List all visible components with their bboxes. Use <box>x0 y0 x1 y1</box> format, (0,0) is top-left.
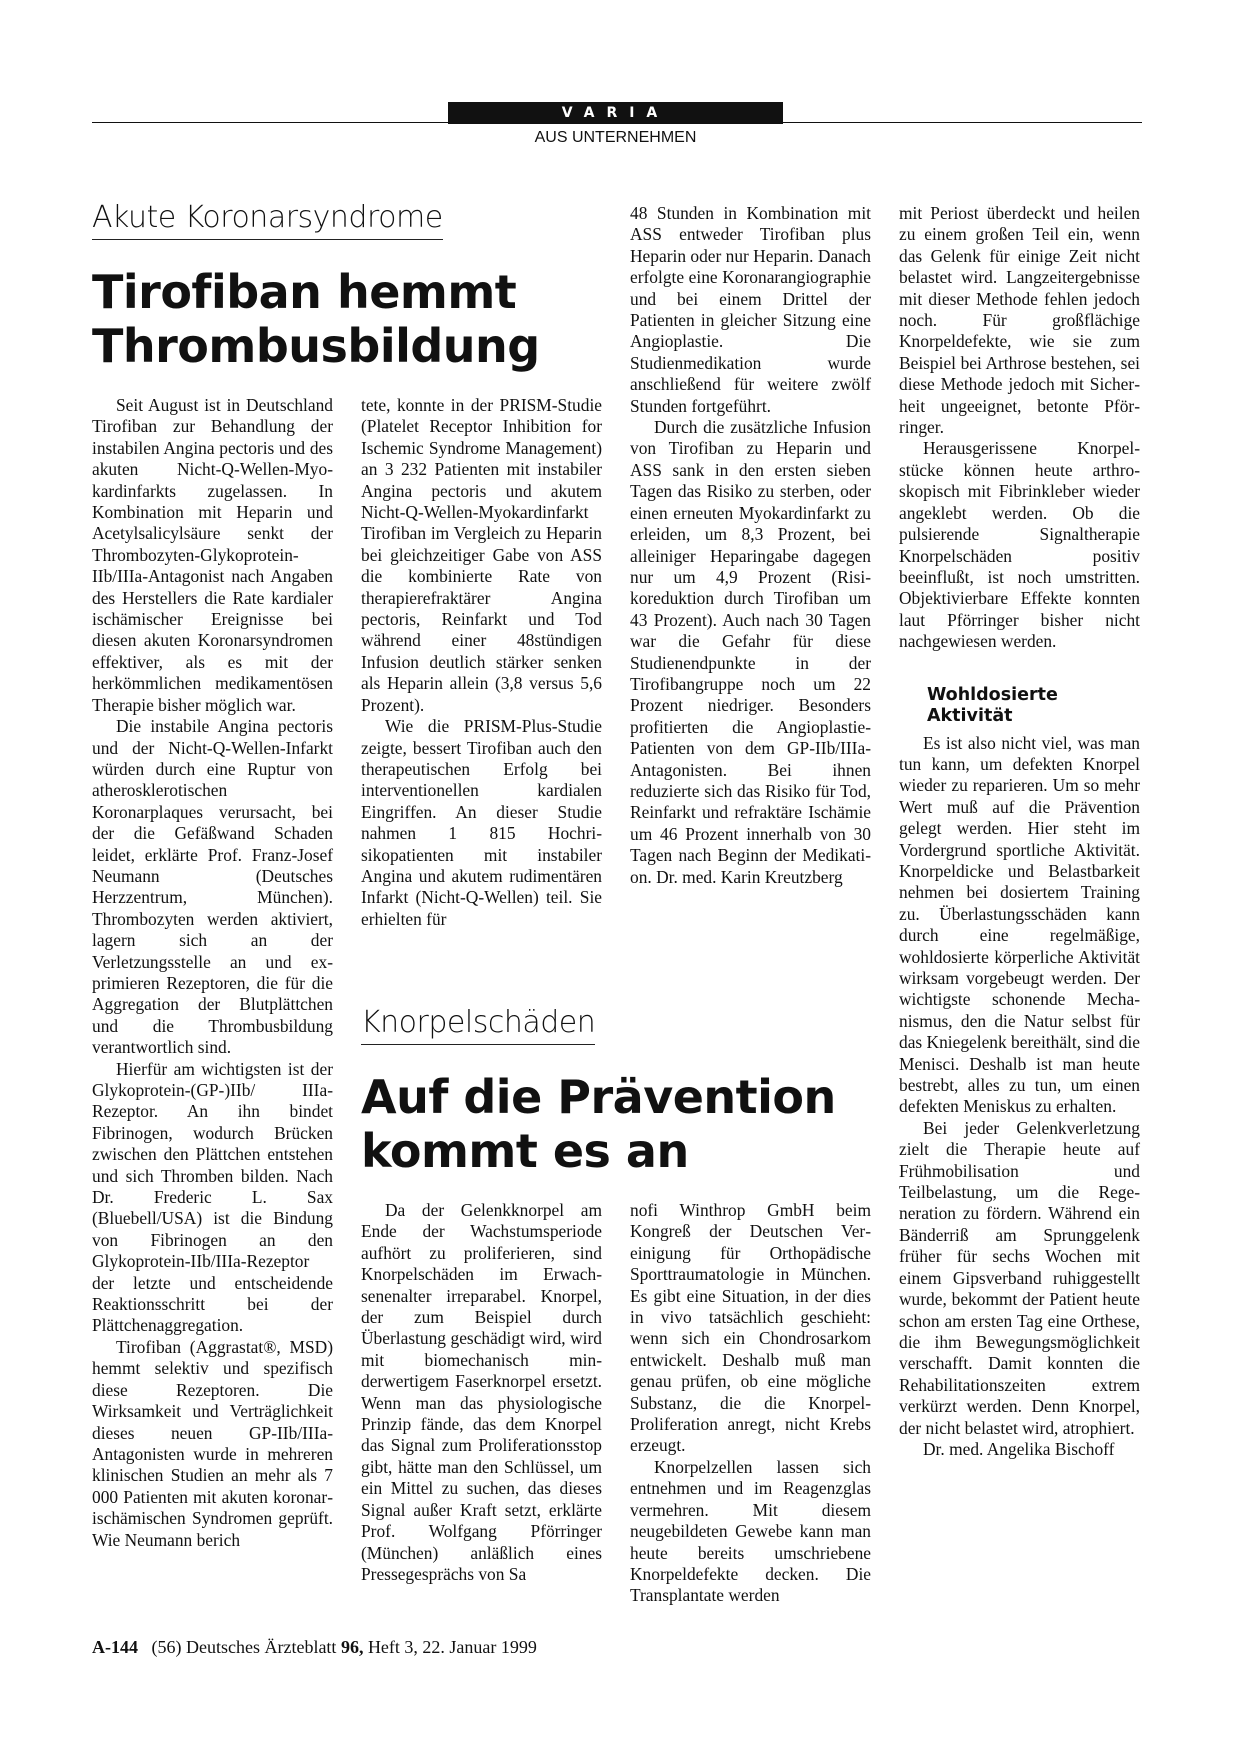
paragraph: Herausgerissene Knorpelstücke können heute arthroskopisch mit Fibrinkleber wieder angeklebt werden. Ob die pulsierende Signaltherapie Knorpelschäden positiv beeinflußt, ist noch umstritten. Objektivierbare Effekte konnten laut Pförringer bisher nicht nachgewiesen werden. <box>899 438 1140 652</box>
page-footer <box>92 1637 537 1658</box>
page-code: A-144 <box>92 1637 138 1657</box>
paragraph: 48 Stunden in Kombination mit ASS entweder Tirofiban plus Heparin oder nur Heparin. Danach erfolgte eine Koronarangiographie und bei einem Drittel der Patienten in gleicher Sitzung eine Angioplastie. Die Studienmedikation wurde anschließend für weitere zwölf Stunden fortgeführt. <box>630 203 871 416</box>
article2-title <box>361 1070 836 1178</box>
paragraph: Es ist also nicht viel, was man tun kann, um defekten Knorpel wieder zu reparieren. Um so mehr Wert muß auf die Prävention gelegt werden. Hier steht im Vordergrund sportliche Aktivität. Knorpeldicke und Belastbarkeit nehmen bei dosiertem Training zu. Überlastungsschäden kann durch eine regelmäßige, wohldosierte körperliche Aktivität wirksam vorgebeugt werden. Der wichtigste schonende Mechanismus, den die Natur selbst für das Kniegelenk bereithält, sind die Menisci. Deshalb ist man heute bestrebt, alles zu tun, um einen defekten Meniskus zu erhalten. <box>899 732 1140 1117</box>
paragraph: Wie die PRISM-Plus-Studie zeigte, bessert Tirofiban auch den therapeutischen Erfolg bei interventionellen kardialen Eingriffen. An dieser Studie nahmen 1 815 Hochrisikopatienten mit instabiler Angina und akutem rudimentären Infarkt (Nicht-Q-Wellen) teil. Sie erhielten für <box>361 716 602 929</box>
article1-title <box>92 265 540 373</box>
article1-title-line2: Thrombusbildung <box>92 319 540 373</box>
article2-column-2 <box>361 1200 602 1585</box>
paragraph: Da der Gelenkknorpel am Ende der Wachstumsperiode aufhört zu proliferieren, sind Knorpelschäden im Erwachsenenalter irreparabel. Knorpel, der zum Beispiel durch Überlastung geschädigt wird, wird mit biomechanisch minderwertigem Faserknorpel ersetzt. Wenn man das physiologische Prinzip fände, das dem Knorpel das Signal zum Proliferationsstop gibt, hätte man den Schlüssel, um ein Mittel zu suchen, das dieses Signal außer Kraft setzt, erklärte Prof. Wolfgang Pförringer (München) anläßlich eines Pressegesprächs von Sa <box>361 1200 602 1584</box>
paragraph: Hierfür am wichtigsten ist der Glykoprotein-(GP-)IIb/ IIIa-Rezeptor. An ihn bindet Fibrinogen, wodurch Brücken zwischen den Plättchen entstehen und sich Thromben bilden. Nach Dr. Frederic L. Sax (Bluebell/USA) ist die Bindung von Fibrinogen an den Glykoprotein-IIb/IIIa-Rezeptor der letzte und entscheidende Reaktionsschritt bei der Plättchenaggregation. <box>92 1058 333 1336</box>
article2-title-line2: kommt es an <box>361 1124 689 1178</box>
article2-column-3 <box>630 1200 871 1607</box>
article2-title-line1: Auf die Prävention <box>361 1070 836 1124</box>
author-line: Dr. med. Angelika Bischoff <box>923 1438 1115 1459</box>
paragraph: Tirofiban (Aggrastat®, MSD) hemmt selektiv und spezifisch diese Rezeptoren. Die Wirksamkeit und Verträglichkeit dieses neuen GP-IIb/IIIa-Antagonisten wurde in mehreren klinischen Studien an mehr als 7 000 Patienten mit akuten koronarischämischen Syndromen geprüft. Wie Neumann berich <box>92 1336 333 1550</box>
paragraph: Knorpelzellen lassen sich entnehmen und im Reagenzglas vermehren. Mit diesem neugebildeten Gewebe kann man heute bereits umschriebene Knorpeldefekte decken. Die Transplantate werden <box>630 1456 871 1606</box>
citation-volume: 96, <box>340 1637 364 1657</box>
article1-title-line1: Tirofiban hemmt <box>92 265 517 319</box>
paragraph: mit Periost überdeckt und heilen zu einem großen Teil ein, wenn das Gelenk für einige Zeit nicht belastet wird. Langzeitergebnisse mit dieser Methode fehlen jedoch noch. Für großflächige Knorpeldefekte, wie sie zum Beispiel bei Arthrose bestehen, sei diese Methode jedoch mit Sicherheit ungeeignet, betonte Pförringer. <box>899 203 1140 438</box>
article2-column-4 <box>899 203 1140 1460</box>
header-rule <box>92 122 1142 123</box>
paragraph: Die instabile Angina pectoris und der Nicht-Q-Wellen-Infarkt würden durch eine Ruptur von atherosklerotischen Koronarplaques verursacht, bei der die Gefäßwand Schaden leidet, erklärte Prof. Franz-Josef Neumann (Deutsches Herzzentrum, München). Thrombozyten werden aktiviert, lagern sich an der Verletzungsstelle an und exprimieren Rezeptoren, die für die Aggregation der Blutplättchen und die Thrombusbildung verantwortlich sind. <box>92 716 333 1058</box>
subheading: Wohldosierte Aktivität <box>927 684 1058 726</box>
article2-kicker: Knorpelschäden <box>361 1005 595 1045</box>
subsection-label: AUS UNTERNEHMEN <box>534 129 697 146</box>
article1-column-2 <box>361 395 602 930</box>
article1-column-1 <box>92 395 333 1551</box>
paragraph: Bei jeder Gelenkverletzung zielt die Therapie heute auf Frühmobilisation und Teilbelastung, um die Regeneration zu fördern. Während ein Bänderriß am Sprunggelenk früher für sechs Wochen mit einem Gipsverband ruhiggestellt wurde, bekommt der Patient heute schon am ersten Tag eine Orthese, die ihm Bewegungsmöglichkeit verschafft. Damit konnten die Rehabilitationszeiten extrem verkürzt werden. Denn Knorpel, der nicht belastet wird, atrophiert. <box>899 1117 1140 1438</box>
citation-prefix: (56) Deutsches Ärzteblatt <box>151 1637 341 1657</box>
section-label: VARIA <box>448 102 783 124</box>
paragraph: Seit August ist in Deutschland Tirofiban zur Behandlung der instabilen Angina pectoris und des akuten Nicht-Q-Wellen-Myokardinfarkts zugelassen. In Kombination mit Heparin und Acetylsalicylsäure senkt der Thrombozyten-Glykoprotein-IIb/IIIa-Antagonist nach Angaben des Herstellers die Rate kardialer ischämischer Ereignisse bei diesen akuten Koronarsyndromen effektiver, als es mit der herkömmlichen medikamentösen Therapie bisher möglich war. <box>92 395 333 715</box>
paragraph: tete, konnte in der PRISM-Studie (Platelet Receptor Inhibition for Ischemic Syndrome Management) an 3 232 Patienten mit instabiler Angina pectoris und akutem Nicht-Q-Wellen-Myokardinfarkt Tirofiban im Vergleich zu Heparin bei gleichzeitiger Gabe von ASS die kombinierte Rate von therapierefraktärer Angina pectoris, Reinfarkt und Tod während einer 48stündigen Infusion deutlich stärker senken als Heparin allein (3,8 versus 5,6 Prozent). <box>361 395 602 715</box>
article1-kicker: Akute Koronarsyndrome <box>92 200 443 240</box>
paragraph: Durch die zusätzliche Infusion von Tirofiban zu Heparin und ASS sank in den ersten sieben Tagen das Risiko zu sterben, oder einen erneuten Myokardinfarkt zu erleiden, um 8,3 Prozent, bei alleiniger Heparingabe dagegen nur um 4,9 Prozent (Risikoreduktion durch Tirofiban um 43 Prozent). Auch nach 30 Tagen war die Gefahr für diese Studienendpunkte in der Tirofibangruppe noch um 22 Prozent niedriger. Besonders profitierten die Angioplastie-Patienten von dem GP-IIb/IIIa-Antagonisten. Bei ihnen reduzierte sich das Risiko für Tod, Reinfarkt und refraktäre Ischämie um 46 Prozent innerhalb von 30 Tagen nach Beginn der Medikation. Dr. med. Karin Kreutzberg <box>630 417 871 887</box>
citation-suffix: Heft 3, 22. Januar 1999 <box>363 1637 537 1657</box>
article1-column-3 <box>630 203 871 888</box>
paragraph: nofi Winthrop GmbH beim Kongreß der Deutschen Vereinigung für Orthopädische Sporttraumatologie in München. Es gibt eine Situation, in der dies in vivo tatsächlich geschieht: wenn sich ein Chondrosarkom entwickelt. Deshalb muß man genau prüfen, ob eine mögliche Substanz, die die Knorpel-Proliferation anregt, nicht Krebs erzeugt. <box>630 1200 871 1456</box>
